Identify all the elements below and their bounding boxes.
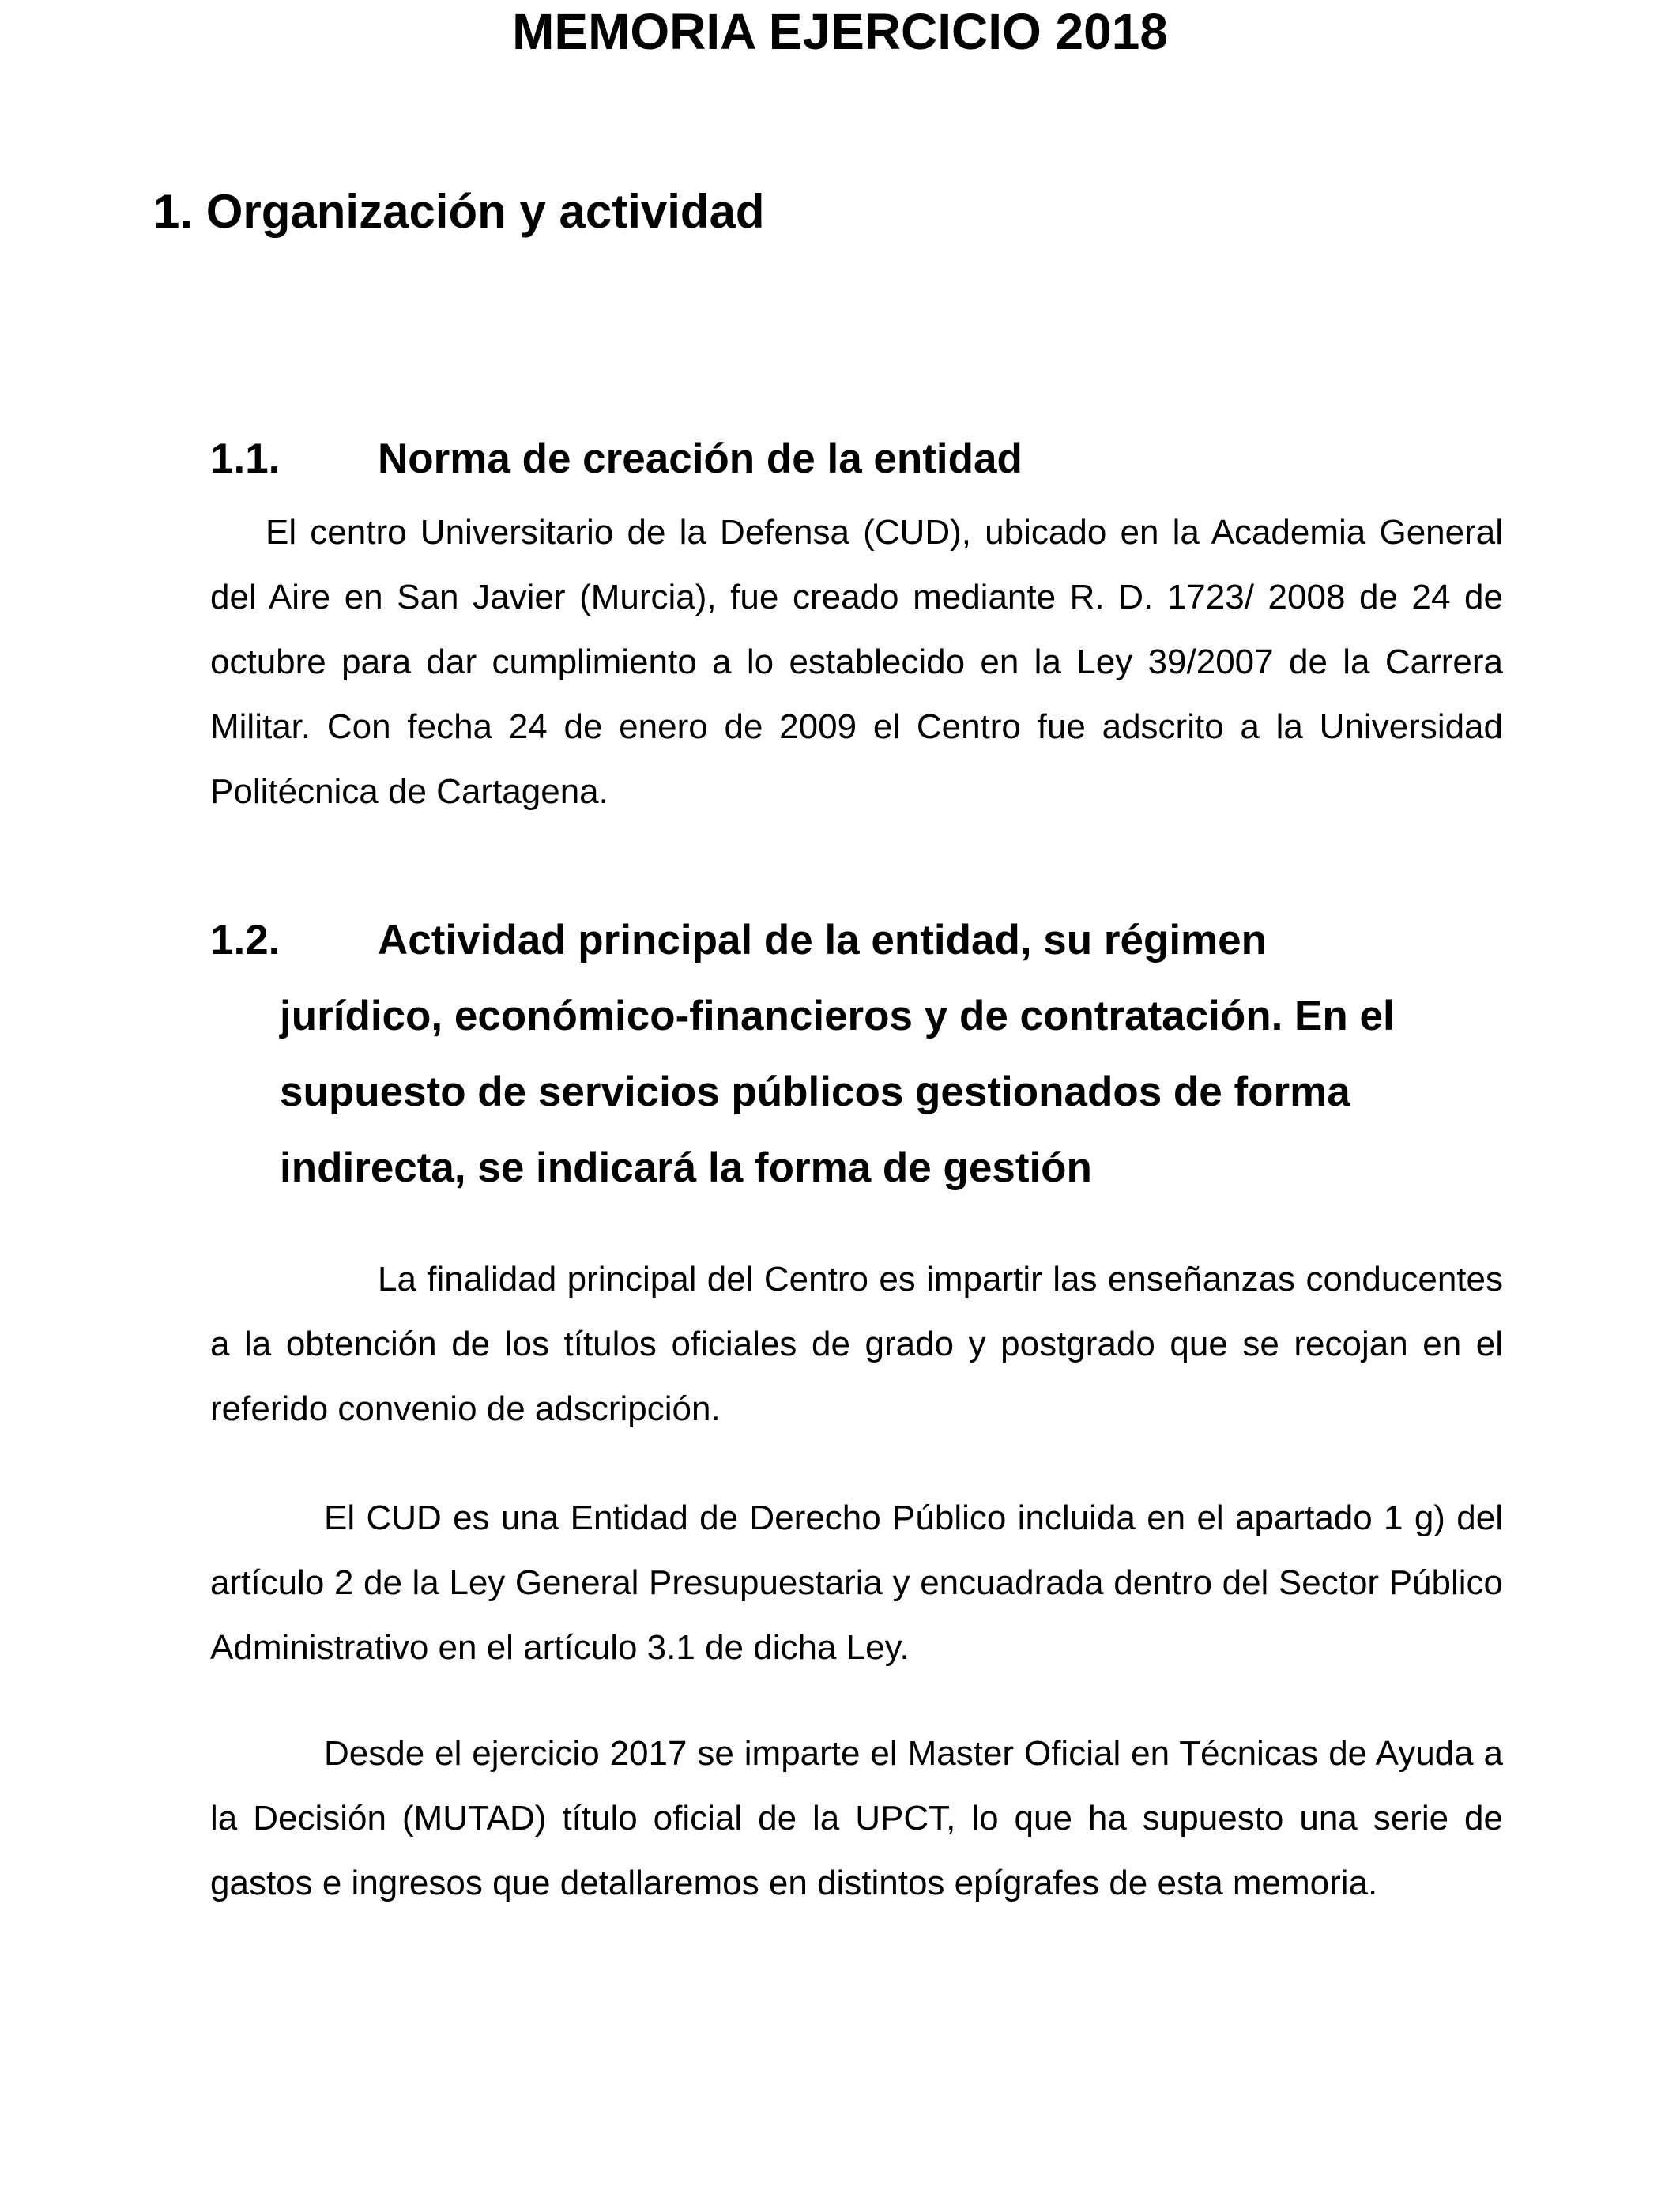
- document-title: MEMORIA EJERCICIO 2018: [512, 3, 1168, 60]
- subsection-title: Norma de creación de la entidad: [378, 435, 1023, 482]
- subsection-number: 1.2.: [210, 917, 281, 963]
- subsection-heading-1-2: [210, 903, 1514, 1206]
- subsection-title-continuation: jurídico, económico-financieros y de contratación. En el supuesto de servicios públicos gestionados de forma indirecta, se indicará la forma de gestión: [280, 993, 1395, 1191]
- subsection-title-line1: Actividad principal de la entidad, su régimen: [378, 917, 1268, 963]
- subsection-heading-1-1: [210, 421, 1023, 497]
- section-heading-organizacion: 1. Organización y actividad: [153, 185, 765, 238]
- paragraph-norma-creacion: El centro Universitario de la Defensa (CUD), ubicado en la Academia General del Aire en San Javier (Murcia), fue creado mediante R. D. 1723/ 2008 de 24 de octubre para dar cumplimiento a lo establecido en la Ley 39/2007 de la Carrera Militar. Con fecha 24 de enero de 2009 el Centro fue adscrito a la Universidad Politécnica de Cartagena.: [210, 513, 1503, 811]
- paragraph-finalidad: La finalidad principal del Centro es impartir las enseñanzas conducentes a la obtención de los títulos oficiales de grado y postgrado que se recojan en el referido convenio de adscripción.: [210, 1260, 1503, 1428]
- paragraph-entidad-derecho-publico: El CUD es una Entidad de Derecho Público incluida en el apartado 1 g) del artículo 2 de la Ley General Presupuestaria y encuadrada dentro del Sector Público Administrativo en el artículo 3.1 de dicha Ley.: [210, 1498, 1503, 1667]
- paragraph-master-mutad: Desde el ejercicio 2017 se imparte el Master Oficial en Técnicas de Ayuda a la Decisión (MUTAD) título oficial de la UPCT, lo que ha supuesto una serie de gastos e ingresos que detallaremos en distintos epígrafes de esta memoria.: [210, 1734, 1503, 1902]
- subsection-number: 1.1.: [210, 435, 281, 482]
